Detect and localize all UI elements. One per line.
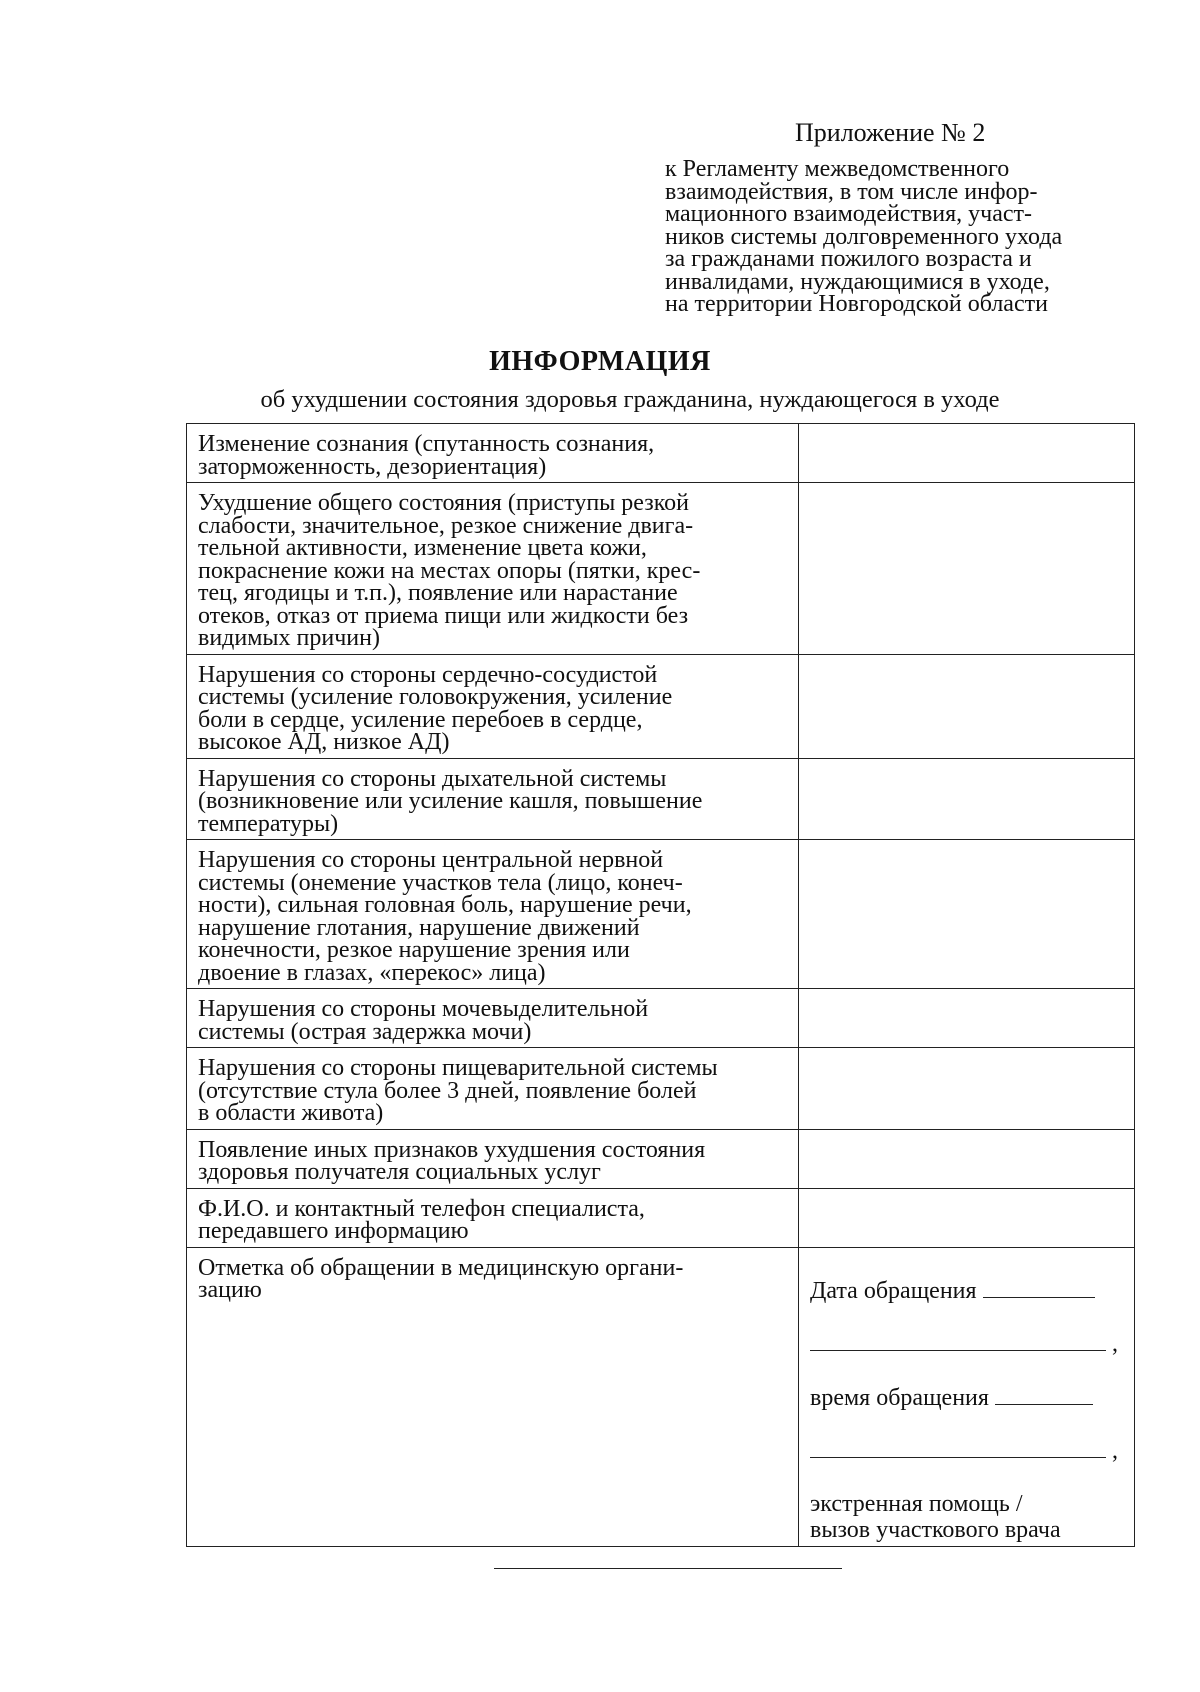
document-title: ИНФОРМАЦИЯ	[489, 346, 711, 377]
row-value-cell[interactable]	[799, 1129, 1135, 1188]
emergency-line-2: вызов участкового врача	[810, 1517, 1061, 1543]
row-label-other-signs: Появление иных признаков ухудшения состояния здоровья получателя социальных услуг	[187, 1129, 799, 1188]
date-continuation-line	[810, 1332, 1124, 1356]
row-label-nervous-system: Нарушения со стороны центральной нервной системы (онемение участков тела (лицо, конеч- ности), сильная головная боль, нарушение речи, нарушение глотания, нарушение движений конечности, резкое нарушение зрения или двоение в глазах, «перекос» лица)	[187, 840, 799, 989]
table-row	[187, 424, 1135, 483]
table-row	[187, 654, 1135, 758]
table-row	[187, 840, 1135, 989]
time-line	[810, 1386, 1124, 1410]
time-input[interactable]	[995, 1386, 1093, 1405]
medical-visit-details	[799, 1247, 1135, 1546]
time-label: время обращения	[810, 1384, 989, 1411]
row-label-cardiovascular: Нарушения со стороны сердечно-сосудистой системы (усиление головокружения, усиление боли в сердце, усиление перебоев в сердце, высокое АД, низкое АД)	[187, 654, 799, 758]
appendix-reference: к Регламенту межведомственного взаимодействия, в том числе инфор- мационного взаимодействия, участ- ников системы долговременного ухода за гражданами пожилого возраста и инвалидами, нуждающимися в уходе, на территории Новгородской области	[665, 156, 1063, 317]
time-continuation-line	[810, 1439, 1124, 1463]
row-value-cell[interactable]	[799, 654, 1135, 758]
document-subtitle: об ухудшении состояния здоровья гражданина, нуждающегося в уходе	[260, 386, 1000, 413]
row-value-cell[interactable]	[799, 989, 1135, 1048]
row-value-cell[interactable]	[799, 840, 1135, 989]
row-value-cell[interactable]	[799, 1048, 1135, 1130]
table-row	[187, 989, 1135, 1048]
comma: ,	[1112, 1438, 1118, 1464]
table-row	[187, 1129, 1135, 1188]
health-report-table	[186, 423, 1135, 1547]
table-row	[187, 1247, 1135, 1546]
row-value-cell[interactable]	[799, 424, 1135, 483]
emergency-line-1: экстренная помощь /	[810, 1490, 1023, 1517]
table-row	[187, 1048, 1135, 1130]
row-label-urinary: Нарушения со стороны мочевыделительной системы (острая задержка мочи)	[187, 989, 799, 1048]
date-input[interactable]	[983, 1279, 1095, 1298]
row-value-cell[interactable]	[799, 483, 1135, 655]
row-label-medical-visit: Отметка об обращении в медицинскую органи- зацию	[187, 1247, 799, 1546]
row-value-cell[interactable]	[799, 1188, 1135, 1247]
row-label-consciousness: Изменение сознания (спутанность сознания, заторможенность, дезориентация)	[187, 424, 799, 483]
row-value-cell[interactable]	[799, 758, 1135, 840]
row-label-respiratory: Нарушения со стороны дыхательной системы (возникновение или усиление кашля, повышение температуры)	[187, 758, 799, 840]
row-label-specialist-contact: Ф.И.О. и контактный телефон специалиста, передавшего информацию	[187, 1188, 799, 1247]
date-continuation-input[interactable]	[810, 1332, 1106, 1351]
date-line	[810, 1279, 1124, 1303]
table-row	[187, 1188, 1135, 1247]
row-label-digestive: Нарушения со стороны пищеварительной системы (отсутствие стула более 3 дней, появление болей в области живота)	[187, 1048, 799, 1130]
table-row	[187, 758, 1135, 840]
row-label-general-condition: Ухудшение общего состояния (приступы резкой слабости, значительное, резкое снижение двига- тельной активности, изменение цвета кожи, покраснение кожи на местах опоры (пятки, крес- тец, ягодицы и т.п.), появление или нарастание отеков, отказ от приема пищи или жидкости без видимых причин)	[187, 483, 799, 655]
comma: ,	[1112, 1331, 1118, 1357]
time-continuation-input[interactable]	[810, 1439, 1106, 1458]
closing-rule	[494, 1568, 842, 1569]
table-row	[187, 483, 1135, 655]
date-label: Дата обращения	[810, 1277, 977, 1304]
appendix-number: Приложение № 2	[795, 118, 986, 147]
